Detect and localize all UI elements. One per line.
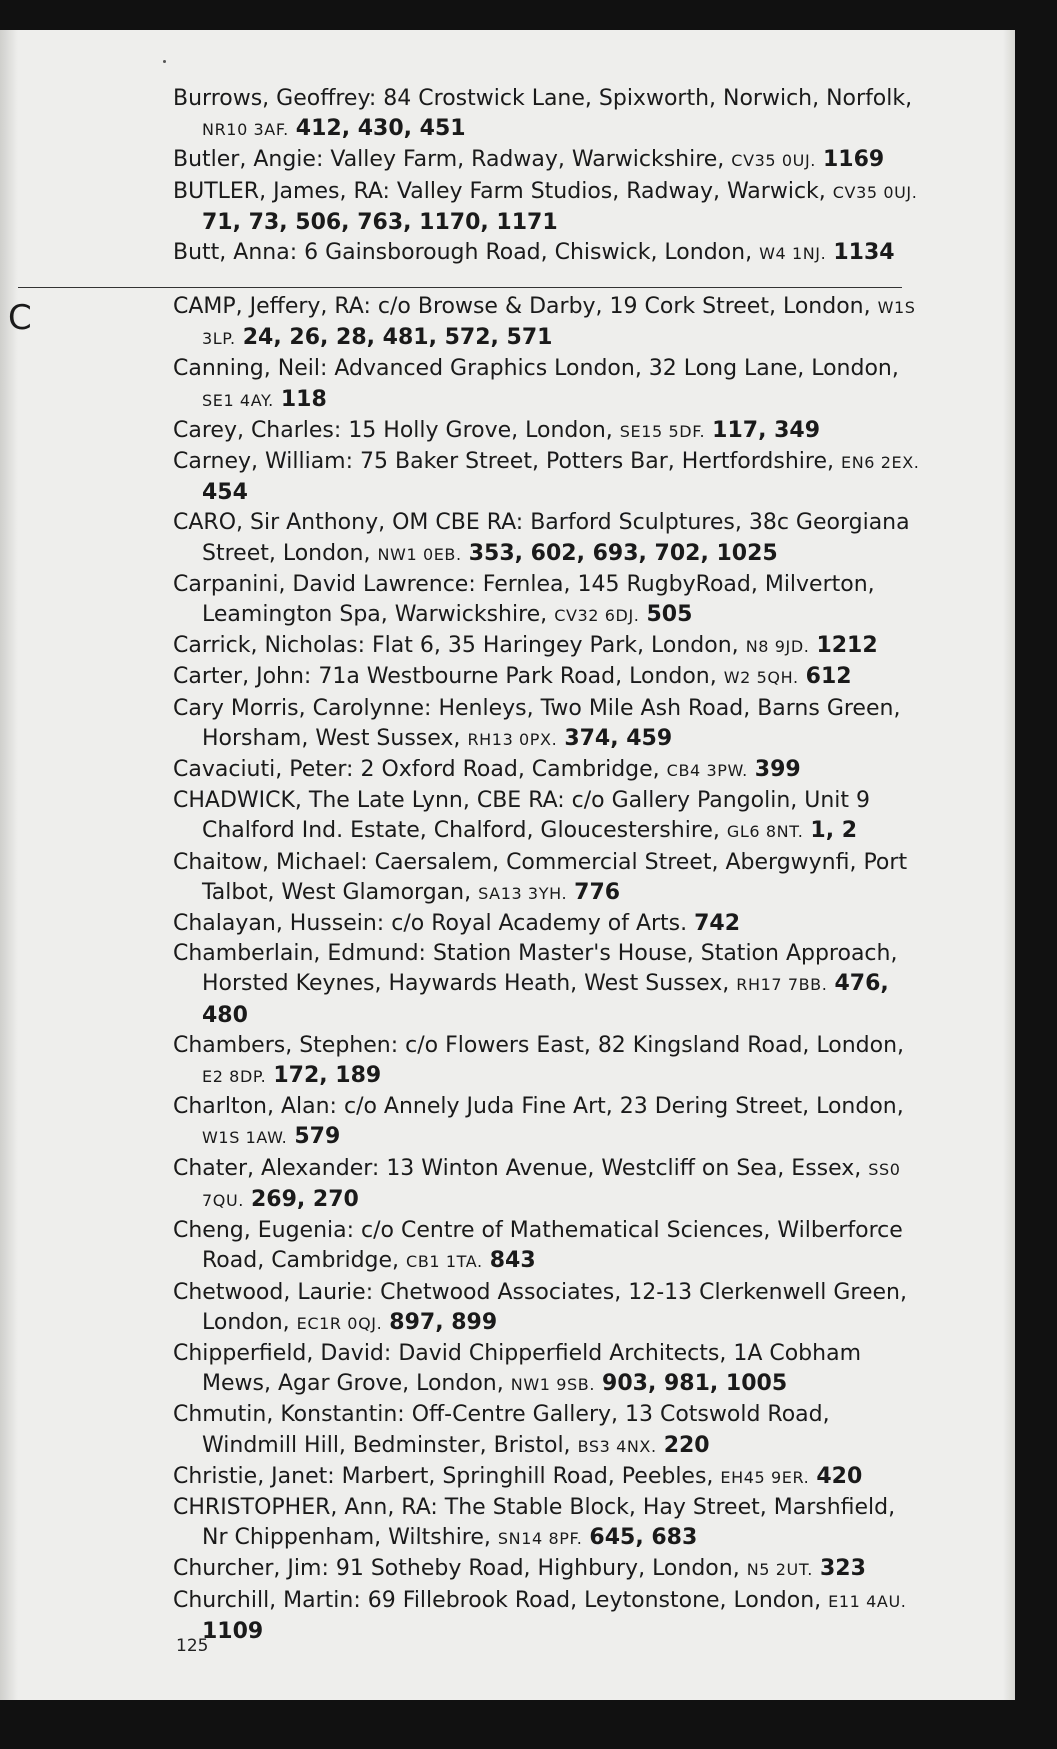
entry-address: Off-Centre Gallery, 13 Cotswold Road, Windmill Hill, Bedminster, Bristol,	[202, 1402, 830, 1458]
entry-address: 2 Oxford Road, Cambridge,	[360, 757, 660, 783]
directory-entry	[0, 1586, 927, 1647]
entry-postcode: RH17 7BB.	[736, 975, 828, 995]
directory-entry	[0, 631, 927, 662]
entry-postcode: N5 2UT.	[746, 1560, 813, 1580]
entry-address: Valley Farm, Radway, Warwickshire,	[330, 147, 725, 173]
directory-entry	[0, 1278, 927, 1339]
entry-name: CAMP, Jeffery, RA:	[173, 294, 371, 319]
directory-entry	[0, 354, 927, 415]
entry-postcode: EH45 9ER.	[720, 1467, 810, 1487]
entry-postcode: EC1R 0QJ.	[296, 1313, 383, 1333]
entry-page-refs: 897, 899	[389, 1309, 498, 1335]
entry-address: c/o Centre of Mathematical Sciences, Wilberforce Road, Cambridge,	[202, 1218, 903, 1274]
directory-entry	[0, 238, 927, 269]
entry-page-refs: 399	[754, 757, 801, 783]
directory-entry	[0, 1400, 927, 1461]
entry-page-refs: 1212	[816, 633, 878, 659]
directory-entry	[0, 447, 927, 508]
entry-page-refs: 1169	[822, 147, 885, 173]
entry-page-refs: 118	[280, 386, 327, 412]
entry-address: 6 Gainsborough Road, Chiswick, London,	[304, 240, 753, 266]
entry-address: c/o Gallery Pangolin, Unit 9 Chalford Ind. Estate, Chalford, Gloucestershire,	[202, 788, 871, 844]
entry-postcode: BS3 4NX.	[577, 1436, 657, 1456]
entry-name: Carrick, Nicholas:	[173, 633, 366, 659]
entry-name: Chamberlain, Edmund:	[173, 941, 426, 967]
entry-page-refs: 645, 683	[589, 1525, 698, 1551]
entries-c-section	[0, 292, 1015, 1647]
entry-page-refs: 412, 430, 451	[295, 116, 466, 142]
entry-address: c/o Browse & Darby, 19 Cork Street, London,	[377, 294, 871, 319]
entry-name: Butler, Angie:	[173, 147, 324, 173]
page-number: 125	[176, 1636, 209, 1656]
entry-name: Chater, Alexander:	[173, 1155, 380, 1181]
directory-entry	[0, 508, 927, 569]
entry-address: 69 Fillebrook Road, Leytonstone, London,	[367, 1587, 822, 1613]
entry-name: Churcher, Jim:	[173, 1556, 329, 1582]
entry-address: Flat 6, 35 Haringey Park, London,	[372, 633, 739, 659]
directory-entry	[0, 1554, 927, 1585]
entry-page-refs: 1134	[833, 240, 895, 266]
entry-page-refs: 374, 459	[564, 725, 673, 751]
entry-postcode: SN14 8PF.	[497, 1529, 583, 1549]
entry-name: Burrows, Geoffrey:	[173, 86, 377, 111]
entry-name: Carey, Charles:	[173, 417, 342, 443]
directory-entry	[0, 1031, 927, 1092]
entry-page-refs: 24, 26, 28, 481, 572, 571	[242, 325, 553, 351]
directory-entry	[0, 755, 927, 786]
entry-postcode: NW1 9SB.	[510, 1375, 596, 1395]
directory-entry	[0, 848, 927, 909]
entry-address: Marbert, Springhill Road, Peebles,	[341, 1463, 714, 1489]
entry-page-refs: 1, 2	[810, 818, 858, 844]
entry-name: CARO, Sir Anthony, OM CBE RA:	[173, 510, 524, 536]
entry-postcode: SE15 5DF.	[619, 421, 706, 441]
entry-address: c/o Royal Academy of Arts.	[391, 911, 688, 937]
entry-page-refs: 420	[816, 1463, 863, 1489]
entry-name: Christie, Janet:	[173, 1463, 335, 1489]
entry-postcode: CB4 3PW.	[666, 761, 748, 781]
entry-postcode: GL6 8NT.	[726, 822, 804, 842]
entry-address: Advanced Graphics London, 32 Long Lane, London,	[334, 356, 899, 382]
entry-address: Caersalem, Commercial Street, Abergwynfi, Port Talbot, West Glamorgan,	[202, 849, 908, 905]
entry-page-refs: 476, 480	[202, 971, 889, 1028]
entry-postcode: CV35 0UJ.	[731, 151, 816, 171]
entry-address: 84 Crostwick Lane, Spixworth, Norwich, Norfolk,	[383, 86, 913, 111]
entry-address: 75 Baker Street, Potters Bar, Hertfordshire,	[360, 449, 834, 475]
entry-page-refs: 269, 270	[250, 1186, 359, 1212]
entry-name: Cheng, Eugenia:	[173, 1218, 355, 1244]
entries-b-section	[0, 84, 1015, 269]
entry-postcode: N8 9JD.	[745, 637, 810, 657]
entry-postcode: W2 5QH.	[723, 668, 799, 688]
entry-address: Fernlea, 145 RugbyRoad, Milverton, Leamington Spa, Warwickshire,	[202, 571, 875, 628]
entry-name: Chalayan, Hussein:	[173, 911, 385, 937]
entry-name: Chmutin, Konstantin:	[173, 1402, 405, 1428]
entry-postcode: CV32 6DJ.	[554, 606, 640, 626]
entry-name: Chipperfield, David:	[173, 1340, 392, 1366]
directory-entry	[0, 416, 927, 447]
entry-page-refs: 323	[820, 1556, 866, 1582]
entry-postcode: RH13 0PX.	[467, 729, 558, 749]
entry-page-refs: 579	[294, 1124, 341, 1150]
entry-name: Carney, William:	[173, 449, 354, 475]
entry-name: Carpanini, David Lawrence:	[173, 571, 476, 597]
entry-name: CHADWICK, The Late Lynn, CBE RA:	[173, 788, 565, 814]
entry-page-refs: 353, 602, 693, 702, 1025	[468, 540, 778, 566]
entry-postcode: CV35 0UJ.	[832, 182, 918, 202]
entry-postcode: CB1 1TA.	[406, 1252, 483, 1272]
entry-address: 13 Winton Avenue, Westcliff on Sea, Essex,	[386, 1155, 862, 1181]
entry-address: 71a Westbourne Park Road, London,	[318, 664, 717, 690]
entry-address: 91 Sotheby Road, Highbury, London,	[335, 1556, 740, 1582]
entry-name: Churchill, Martin:	[173, 1587, 361, 1613]
entry-address: Henleys, Two Mile Ash Road, Barns Green, Horsham, West Sussex,	[202, 695, 901, 751]
entry-address: Station Master's House, Station Approach, Horsted Keynes, Haywards Heath, West Sussex,	[202, 941, 898, 997]
entry-name: Charlton, Alan:	[173, 1094, 337, 1120]
section-divider	[18, 287, 902, 288]
entry-address: Valley Farm Studios, Radway, Warwick,	[396, 178, 826, 204]
directory-entry	[0, 939, 927, 1031]
entry-postcode: EN6 2EX.	[840, 453, 920, 473]
entry-postcode: SA13 3YH.	[478, 883, 568, 903]
directory-entry	[0, 909, 927, 939]
directory-entry	[0, 570, 927, 631]
directory-entry	[0, 292, 927, 354]
entry-name: Chambers, Stephen:	[173, 1032, 399, 1058]
entry-address: c/o Flowers East, 82 Kingsland Road, London,	[405, 1032, 905, 1058]
entry-postcode: W1S 3LP.	[202, 298, 916, 349]
book-page	[0, 30, 1015, 1700]
entry-postcode: E2 8DP.	[202, 1067, 267, 1087]
directory-entry	[0, 786, 927, 847]
entry-page-refs: 843	[489, 1248, 536, 1274]
entry-page-refs: 172, 189	[273, 1063, 382, 1089]
directory-entry	[0, 1216, 927, 1277]
entry-address: Barford Sculptures, 38c Georgiana Street, London,	[202, 510, 910, 566]
directory-entry	[0, 1154, 927, 1216]
entry-name: Butt, Anna:	[173, 240, 298, 266]
entry-page-refs: 903, 981, 1005	[602, 1371, 788, 1397]
directory-entry	[0, 177, 927, 238]
entry-postcode: E11 4AU.	[828, 1591, 907, 1611]
directory-entry	[0, 694, 927, 755]
directory-entry	[0, 84, 927, 145]
entry-page-refs: 220	[663, 1432, 710, 1458]
entry-postcode: W1S 1AW.	[202, 1128, 288, 1148]
directory-entry	[0, 1493, 927, 1554]
page-speck	[163, 60, 166, 63]
entry-page-refs: 742	[694, 911, 741, 937]
entry-page-refs: 117, 349	[712, 417, 821, 443]
entry-page-refs: 776	[574, 879, 621, 905]
entry-name: Canning, Neil:	[173, 356, 328, 382]
entry-page-refs: 505	[646, 602, 693, 628]
entry-name: Cavaciuti, Peter:	[173, 757, 354, 783]
entry-postcode: NR10 3AF.	[202, 120, 289, 140]
entry-address: The Stable Block, Hay Street, Marshfield, Nr Chippenham, Wiltshire,	[202, 1494, 896, 1551]
entry-name: Chaitow, Michael:	[173, 849, 368, 875]
entry-name: CHRISTOPHER, Ann, RA:	[173, 1494, 438, 1520]
entry-name: BUTLER, James, RA:	[173, 178, 390, 204]
entry-address: Chetwood Associates, 12-13 Clerkenwell Green, London,	[202, 1279, 907, 1335]
entry-name: Chetwood, Laurie:	[173, 1279, 374, 1305]
entry-page-refs: 612	[805, 664, 852, 690]
entry-name: Cary Morris, Carolynne:	[173, 695, 432, 721]
entry-name: Carter, John:	[173, 664, 312, 690]
directory-entry	[0, 1339, 927, 1400]
entry-page-refs: 71, 73, 506, 763, 1170, 1171	[202, 209, 558, 235]
entry-address: 15 Holly Grove, London,	[348, 417, 613, 443]
entry-page-refs: 1109	[202, 1618, 264, 1644]
entry-address: David Chipperfield Architects, 1A Cobham Mews, Agar Grove, London,	[202, 1340, 862, 1397]
entry-address: c/o Annely Juda Fine Art, 23 Dering Street, London,	[343, 1094, 904, 1120]
directory-entry	[0, 662, 927, 693]
entry-page-refs: 454	[202, 480, 248, 506]
entry-postcode: SE1 4AY.	[202, 390, 274, 410]
directory-entry	[0, 1092, 927, 1153]
entry-postcode: NW1 0EB.	[377, 544, 462, 564]
entry-postcode: W4 1NJ.	[759, 244, 827, 264]
section-letter: C	[8, 298, 32, 338]
directory-entry	[0, 145, 927, 176]
entry-postcode: SS0 7QU.	[202, 1159, 901, 1210]
directory-entry	[0, 1462, 927, 1493]
